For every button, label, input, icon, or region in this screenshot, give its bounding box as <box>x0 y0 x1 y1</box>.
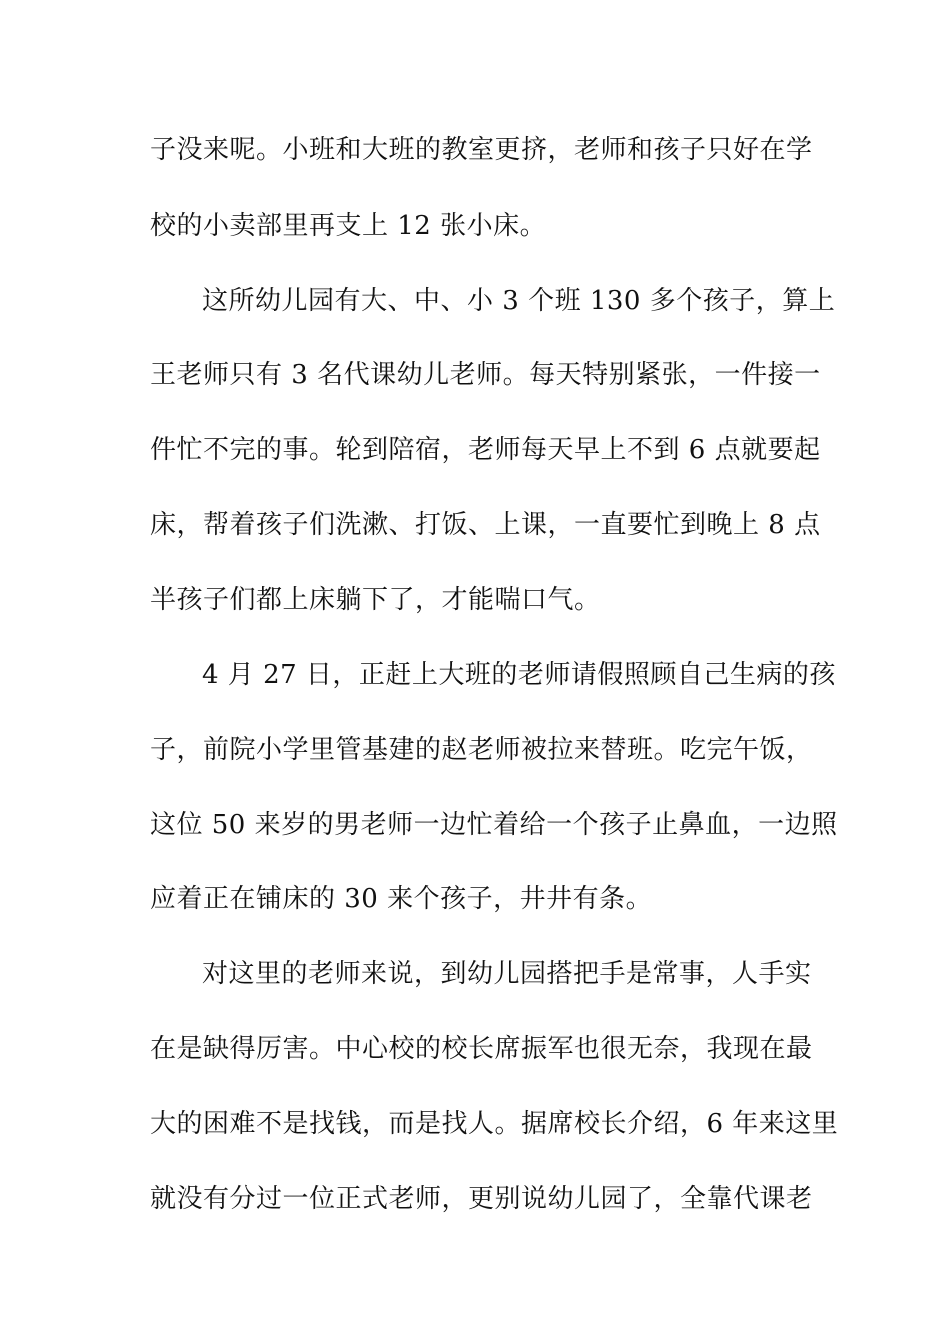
text-line: 在是缺得厉害。中心校的校长席振军也很无奈，我现在最 <box>150 1034 813 1064</box>
text-line: 王老师只有 3 名代课幼儿老师。每天特别紧张，一件接一 <box>150 360 821 390</box>
text-line: 子，前院小学里管基建的赵老师被拉来替班。吃完午饭， <box>150 735 813 765</box>
text-line: 大的困难不是找钱，而是找人。据席校长介绍，6 年来这里 <box>150 1109 839 1139</box>
paragraph-first-line: 这所幼儿园有大、中、小 3 个班 130 多个孩子，算上 <box>202 286 836 316</box>
text-line: 校的小卖部里再支上 12 张小床。 <box>150 211 547 241</box>
paragraph-first-line: 4 月 27 日，正赶上大班的老师请假照顾自己生病的孩 <box>202 660 836 690</box>
text-line: 子没来呢。小班和大班的教室更挤，老师和孩子只好在学 <box>150 135 813 165</box>
text-line: 半孩子们都上床躺下了，才能喘口气。 <box>150 585 601 615</box>
text-line: 这位 50 来岁的男老师一边忙着给一个孩子止鼻血，一边照 <box>150 810 838 840</box>
text-line: 就没有分过一位正式老师，更别说幼儿园了，全靠代课老 <box>150 1184 813 1214</box>
text-line: 件忙不完的事。轮到陪宿，老师每天早上不到 6 点就要起 <box>150 435 821 465</box>
paragraph-first-line: 对这里的老师来说，到幼儿园搭把手是常事，人手实 <box>202 959 812 989</box>
text-line: 应着正在铺床的 30 来个孩子，井井有条。 <box>150 884 653 914</box>
text-line: 床，帮着孩子们洗漱、打饭、上课，一直要忙到晚上 8 点 <box>150 510 821 540</box>
